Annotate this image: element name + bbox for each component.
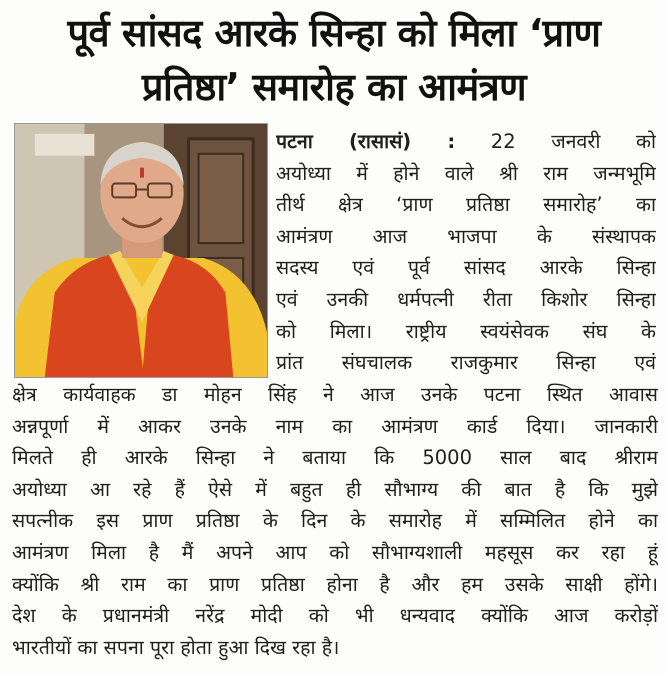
article-body-full-width xyxy=(12,379,658,663)
text-line: अयोध्या में होने वाले श्री राम जन्मभूमि xyxy=(276,161,656,185)
headline xyxy=(10,6,658,114)
text-line: आमंत्रण मिला है मैं अपने आप को सौभाग्यशाली महसूस कर रहा हूं xyxy=(12,540,658,564)
portrait-photo xyxy=(14,123,268,378)
text-line: भारतीयों का सपना पूरा होता हुआ दिख रहा है। xyxy=(12,635,340,659)
dateline: पटना (रासासं) : xyxy=(276,130,456,153)
portrait-photo-drawing xyxy=(15,124,267,377)
text-line: तीर्थ क्षेत्र ‘प्राण प्रतिष्ठा समारोह’ का xyxy=(276,193,656,217)
text-line: पटना (रासासं) : 22 जनवरी को xyxy=(276,130,656,153)
text-line: देश के प्रधानमंत्री नरेंद्र मोदी को भी धन्यवाद क्योंकि आज करोड़ों xyxy=(12,604,658,628)
text-line: अन्नपूर्णा में आकर उनके नाम का आमंत्रण कार्ड दिया। जानकारी xyxy=(12,414,658,438)
text-line: क्योंकि श्री राम का प्राण प्रतिष्ठा होना है और हम उसके साक्षी होंगे। xyxy=(12,572,658,596)
text-line: अयोध्या आ रहे हैं ऐसे में बहुत ही सौभाग्य की बात है कि मुझे xyxy=(12,477,658,501)
text-line: सपत्नीक इस प्राण प्रतिष्ठा के दिन के समारोह में सम्मिलित होने का xyxy=(12,509,658,533)
text-line: को मिला। राष्ट्रीय स्वयंसेवक संघ के xyxy=(276,319,656,343)
headline-line-1: पूर्व सांसद आरके सिन्हा को मिला ‘प्राण xyxy=(67,11,601,55)
text-line: एवं उनकी धर्मपत्नी रीता किशोर सिन्हा xyxy=(276,287,656,311)
article-body-right-column xyxy=(276,126,656,379)
text-line: सदस्य एवं पूर्व सांसद आरके सिन्हा xyxy=(276,256,656,280)
text-line: मिलते ही आरके सिन्हा ने बताया कि 5000 साल बाद श्रीराम xyxy=(12,446,658,470)
text-line: आमंत्रण आज भाजपा के संस्थापक xyxy=(276,224,656,248)
text-line: क्षेत्र कार्यवाहक डा मोहन सिंह ने आज उनके पटना स्थित आवास xyxy=(12,383,658,406)
text-line: प्रांत संघचालक राजकुमार सिन्हा एवं xyxy=(276,351,656,375)
headline-line-2: प्रतिष्ठा’ समारोह का आमंत्रण xyxy=(141,65,527,109)
